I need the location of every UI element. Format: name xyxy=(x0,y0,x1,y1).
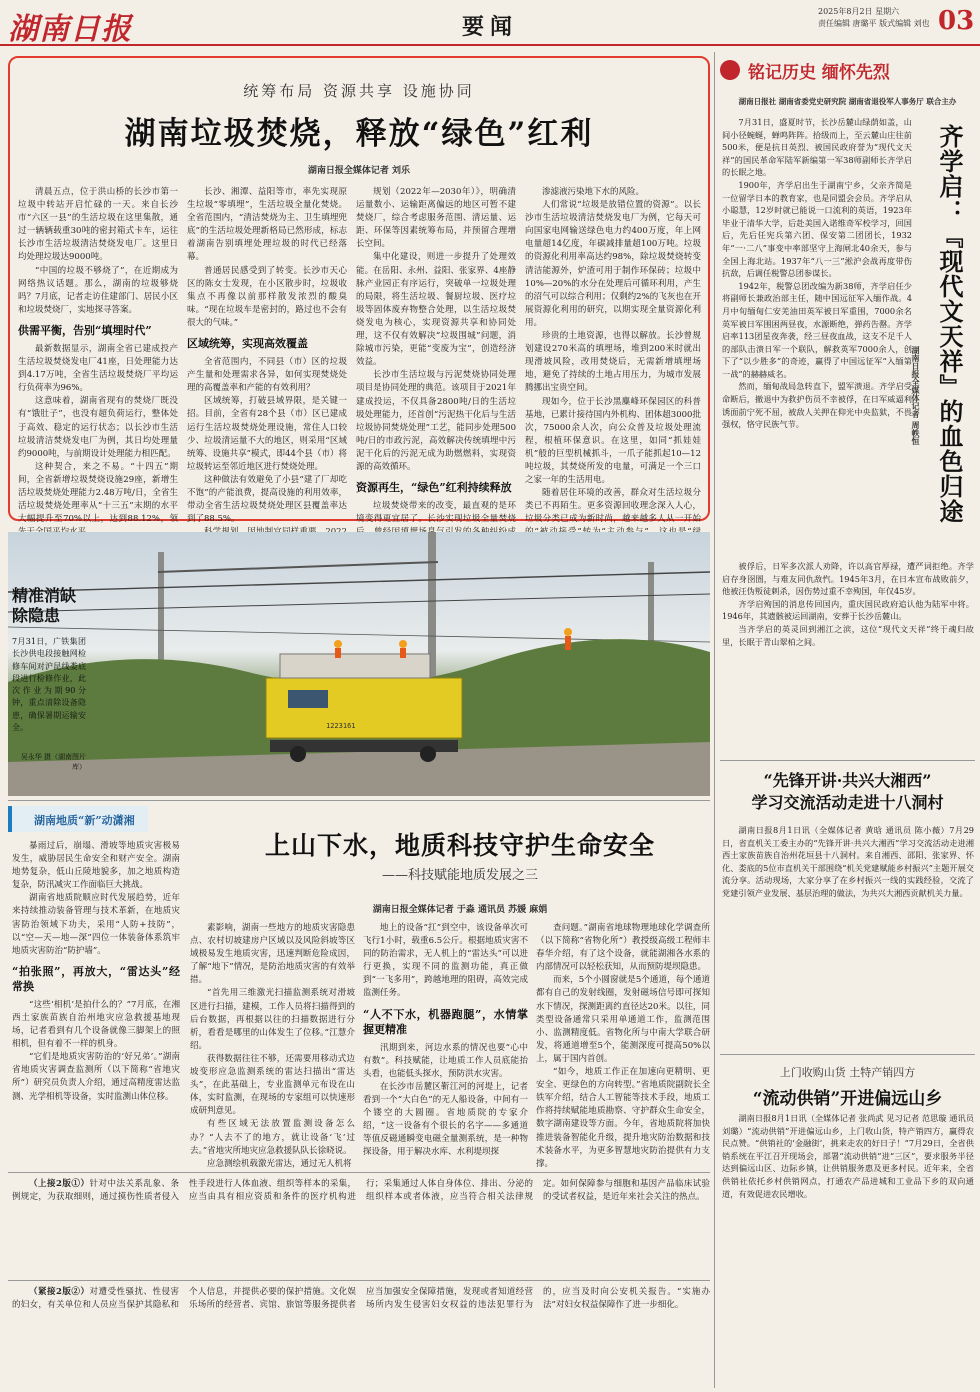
study-headline-line2: 学习交流活动走进十八洞村 xyxy=(751,793,944,812)
jump-text-1: 针对中法关系乱象、条例规定，为获取细则，通过摸伤性质者侵入性手段进行人体血液、组织等样本的采集，应当由具有相应资质和条件的医疗机构进行；采集通过人体自身体位、排出、分泌的组织样本或者体液，应当符合相关法律规定。如何保障参与细胞和基因产品临床试验的受试者权益，是近年来社会关注的热点。 xyxy=(12,1179,710,1203)
paragraph: 在长沙市岳麓区靳江河的河堤上，记者看到一个“大白色”的无人船设备，中间有一个镂空的大圆圈。省地质院的专家介绍，“这一设备有个很长的名字——多通道等值反磁通瞬变电磁全量测系统，是一种物探设备，用于解决水库、水利堤坝探 xyxy=(363,1081,528,1158)
column-tag xyxy=(8,806,148,832)
rule xyxy=(720,1054,975,1055)
paragraph: 湖南省地质院顺应时代发展趋势，近年来持续推动装备管理与技术革新，在地质灾害防治领域下功夫，采用“人防+技防”，以“空—天—地—深”四位一体装备体系筑牢地质灾害防治“防护墙”。 xyxy=(12,893,180,956)
photo-illustration xyxy=(8,532,710,796)
lead-column-3 xyxy=(356,186,516,525)
paragraph: 有些区域无法放置监测设备怎么办？“人去不了的地方，就让设备‘飞’过去。”省地灾所地灾应急救援队队长徐晓说。 xyxy=(190,1119,355,1156)
rule xyxy=(8,800,710,801)
memorial-body-continued xyxy=(722,560,974,740)
lead-subhead-1: 供需平衡，告别“填埋时代” xyxy=(18,323,152,337)
memorial-sponsors: 湖南日报社 湖南省委党史研究院 湖南省退役军人事务厅 联合主办 xyxy=(738,97,957,106)
lead-byline: 湖南日报全媒体记者 刘乐 xyxy=(307,166,411,176)
memorial-banner xyxy=(720,56,975,86)
paragraph: 垃圾焚烧带来的改变，最直观的是环境变得更宜居了。长沙实现垃圾全量焚烧 xyxy=(356,501,516,525)
paragraph: 最新数据显示，湖南全省已建成投产生活垃圾焚烧发电厂41座，日处理能力达到4.17万吨，全省生活垃圾焚烧厂平均运行负荷率为96%。 xyxy=(18,343,178,394)
paragraph: 规划（2022年—2030年）》，明确清运量数小、运输距离偏远的地区可暂不建焚烧厂，综合考虑服务范围、清运量、运距、环保等因素统筹布局，并预留合理增长空间。 xyxy=(356,187,516,250)
paragraph: 长沙、湘潭、益阳等市，率先实现原生垃圾“零填埋”，生活垃圾全量化焚烧。全省范围内，“清洁焚烧为主、卫生填埋兜底”的生活垃圾处理新格局已然形成，标志着湖南告别填埋处理垃圾的时代已经落幕。 xyxy=(187,187,347,263)
geo-subhead-2: “人不下水，机器跑腿”，水情掌握更精准 xyxy=(363,1007,528,1036)
geo-headline: 上山下水，地质科技守护生命安全 xyxy=(264,831,655,860)
paragraph: 这种做法有效避免了小县“建了厂却吃不饱”的产能浪费，提高设施的利用效率，带动全省生活垃圾焚烧处理区县覆盖率达到了88.5%。 xyxy=(187,474,347,525)
study-body xyxy=(722,824,974,1046)
paragraph: 珍贵的土地资源，也得以解放。长沙曾规划建设270米高的填埋场，堆到200米时就出现滑坡风险，改用焚烧后，无需新增填埋场地，避免了持续的土地占用压力，为城市发展腾挪出宝贵空间。 xyxy=(525,331,701,394)
jump-text-2: 对遭受性骚扰、性侵害的妇女，有关单位和人员应当保护其隐私和个人信息，并提供必要的保护措施。文化娱乐场所的经营者、宾馆、旅馆等服务提供者应当加强安全保障措施，发现或者知道经营场所内发生侵害妇女权益的违法犯罪行为的，应当及时向公安机关报告。“实施办法”对妇女权益保障作了进一步细化。 xyxy=(12,1287,710,1311)
jump-tag-1: （上接2版①） xyxy=(29,1179,90,1189)
rule xyxy=(720,760,975,761)
study-headline xyxy=(720,770,975,814)
lead-headline: 湖南垃圾焚烧，释放“绿色”红利 xyxy=(124,116,594,152)
paragraph: “首先用三维激光扫描监测系统对滑坡区进行扫描，建模，工作人员将扫描得到的后台数据，再根据以往的扫描数据进行分析，看看是哪里的山体发生了位移。”江慧介绍。 xyxy=(190,988,355,1051)
paragraph: 渗滤液污染地下水的风险。 xyxy=(542,187,645,197)
memorial-vertical-title: 齐学启：『现代文天祥』的血色归途 xyxy=(935,124,964,524)
commerce-kicker: 上门收购山货 土特产销四方 xyxy=(779,1066,916,1079)
paragraph: “如今，地质工作正在加速向更精明、更安全、更绿色的方向转型。”省地质院副院长全铁军介绍，结合人工智能等技术手段，地质工作将持续赋能地质勘察、守护群众生命安全，数字湖南建设等方面。今年，省地质院将加快推进装备智能化升级，提升地灾防治数据和技术装备水平，为更多智慧地灾防治提供有力支撑。 xyxy=(536,1067,710,1169)
paragraph: 现如今，位于长沙黑麋峰环保园区的科普基地，已累计接待国内外机构、团体超3000批次，75000余人次，向公众普及垃圾处理流程，根植环保意识。在这里，如同“抓娃娃机”般的巨型机械抓斗，一爪子能抓起10—12吨垃圾，其焚烧所发的电量，可满足一个三口之家一年的生活用电。 xyxy=(525,396,701,486)
paragraph: 普通居民感受到了转变。长沙市天心区的陈女士发现，在小区散步时，垃圾收集点不再像以前那样散发浓烈的酸臭味。“现在垃圾车是密封的，路过也不会有很大的气味。” xyxy=(187,265,347,328)
paragraph: 7月31日，盛夏时节，长沙岳麓山绿荫如盖，山间小径蜿蜒，蝉鸣阵阵。拾级而上，至云麓山庄往前500米，便是抗日英烈、被国民政府誉为“现代文天祥”的国民革命军陆军新编第一军38师副师长齐学启的长眠之地。 xyxy=(722,117,912,178)
photo-caption xyxy=(12,636,86,746)
paragraph: 查问题。”湖南省地球物理地球化学调查所（以下简称“省物化所”）教授级高级工程师丰春华介绍，有了这个设备，就能湖湘各水系的内部情况可以轻松获知，从而预防堤坝隐患。 xyxy=(536,923,710,973)
page-number: 03 xyxy=(938,6,975,36)
paragraph: 当齐学启的英灵回到湘江之滨，这位“现代文天祥”终于魂归故里，长眠于青山翠柏之间。 xyxy=(722,623,974,647)
paragraph: 随着居住环境的改善，群众对生活垃圾分类已不再陌生。更多资源回收理念深入人心，垃圾分类已成为新时尚，越来越多人从一开始 xyxy=(525,488,701,525)
paragraph: “这些‘相机’是拍什么的？”7月底，在湘西土家族苗族自治州地灾应急救援基地现场，记者看到有几个设备就像三脚架上的照相机，但有着不一样的机身。 xyxy=(12,999,180,1050)
paragraph: 这意味着，湖南省现有的焚烧厂既没有“饿肚子”，也没有超负荷运行，整体处于高效、稳定的运行状态；以长沙市生活垃圾清洁焚烧发电厂为例，其日均处理量约9000吨，与前期设计处理能力相匹配。 xyxy=(18,396,178,459)
rail-maintenance-photo xyxy=(8,532,710,796)
paragraph: 暴雨过后，崩塌、滑坡等地质灾害极易发生，威胁居民生命安全和财产安全。湖南地势复杂，低山丘陵地貌多，加之地质构造复杂，防汛减灾工作面临巨大挑战。 xyxy=(12,841,180,891)
jump-story-2 xyxy=(12,1286,710,1386)
geo-column-3 xyxy=(363,922,528,1166)
newspaper-logo: 湖南日报 xyxy=(8,12,132,47)
paragraph: 1900年，齐学启出生于湖南宁乡，父亲齐简是一位留学日本的教育家，也是同盟会会员。齐学启从小聪慧，12岁时就已能说一口流利的英语，1923年毕业于清华大学，后赴美国入诺维奇军校学习，回国后，先后任宪兵第六团、保安第二团团长，1932年“一·二八”事变中率部坚守上海闸北40余天，参与全国上海北站。1937年“八一三”淞沪会战再度带伤抗敌，后调任税警总团参谋长。 xyxy=(722,179,912,279)
paragraph: 而来，5个小圆窗就是5个通道，每个通道都有自己的发射线圈，发射磁场信号即可探知水下情况，探测距离约直径达20米。以往，同类型设备通常只采用单通道工作，监测范围小、监测精度低。省物化所与中南大学联合研发，将通道增至5个，能测深度可提高50%以上，属于国内首创。 xyxy=(536,975,710,1064)
commerce-headline: “流动供销”开进偏远山乡 xyxy=(752,1089,943,1109)
paragraph: “中国的垃圾不够烧了”，在近期成为网络热议话题。那么，湖南的垃圾够烧吗？7月底，记者走访住建部门、居民小区和垃圾焚烧厂，实地探寻答案。 xyxy=(18,265,178,315)
geo-subhead-1: “拍张照”，再放大，“雷达头”经常换 xyxy=(12,964,180,993)
photo-story-title: 精准消缺除隐患 xyxy=(12,586,77,625)
jump-story-1 xyxy=(12,1178,710,1274)
column-tag-text: 湖南地质“新”动潇湘 xyxy=(34,814,135,827)
paragraph: 然而，缅甸战局急转直下，盟军溃退。齐学启受命断后，撤退中为救护伤员不幸被俘，在日军威逼利诱面前宁死不屈，被敌人关押在仰光中央监狱，不畏强权，恪守民族气节。 xyxy=(722,381,912,430)
paragraph: 被俘后，日军多次派人劝降，许以高官厚禄，遭严词拒绝。齐学启存身囹圄，与难友同仇敌忾。1945年3月，在日本宣布战败前夕，他被汪伪叛徒刺杀，因伤势过重不幸殉国，年仅45岁。 xyxy=(722,561,974,597)
paragraph: 湖南日报8月1日讯（全媒体记者 黄晗 通讯员 陈小薇）7月29日，省直机关工委主办的“先锋开讲·共兴大湘西”学习交流活动走进湘西土家族苗族自治州花垣县十八洞村。来自湘西、邵阳、张家界、怀化、娄底的5位市直机关干部围绕“机关党建赋能乡村振兴”主题开展交流分享。活动现场，大家分享了在乡村振兴一线的实践经验，交流了党建引领产业发展、基层治理的做法，为共兴大湘西贡献机关力量。 xyxy=(722,825,974,898)
paragraph: 清晨五点，位于洪山桥的长沙市第一垃圾中转站开启忙碌的一天。来自长沙市“六区一县”的生活垃圾在这里集散，通过一辆辆载重30吨的密封箱式卡车，运往长沙市生活垃圾清洁焚烧发电厂。这里日均处理垃圾达9000吨。 xyxy=(18,187,178,263)
issue-meta xyxy=(818,6,938,30)
lead-subhead-2: 区域统筹，实现高效覆盖 xyxy=(187,337,308,351)
geo-byline: 湖南日报全媒体记者 于淼 通讯员 苏媛 麻娟 xyxy=(372,905,548,915)
issue-date: 2025年8月2日 星期六 xyxy=(818,7,900,16)
memorial-banner-title: 铭记历史 缅怀先烈 xyxy=(748,63,890,83)
study-headline-line1: “先锋开讲·共兴大湘西” xyxy=(763,771,932,790)
commerce-body xyxy=(722,1112,974,1388)
flower-icon xyxy=(720,60,740,80)
paragraph: 全省范围内，不同县（市）区的垃圾产生量和处理需求各异，如何实现焚烧处理的高覆盖率和产能的有效利用？ xyxy=(187,357,347,394)
lead-kicker: 统筹布局 资源共享 设施协同 xyxy=(243,82,475,100)
geo-column-2 xyxy=(190,922,355,1169)
memorial-vertical-byline: 湖南日报全媒体记者 周帙恒 xyxy=(911,346,921,445)
jump-tag-2: （紧接2版②） xyxy=(29,1287,90,1297)
paragraph: 区域统筹，打破县域界限，是关键一招。目前，全省有28个县（市）区已建成运行生活垃圾焚烧处理设施，常住人口较少、垃圾清运量不大的地区，则采用“区域统筹、设施共享”模式，即44个县（市）将垃圾转运至邻近地区进行焚烧处理。 xyxy=(187,396,347,472)
paragraph: 齐学启殉国的消息传回国内，重庆国民政府追认他为陆军中将。1946年，其遗骸被运回湖南，安葬于长沙岳麓山。 xyxy=(722,598,974,622)
geo-column-1 xyxy=(12,840,180,1166)
column-divider xyxy=(714,52,715,1388)
lead-subhead-3: 资源再生，“绿色”红利持续释放 xyxy=(356,481,512,495)
paragraph: 应急测绘机载激光雷达，通过无人机将 xyxy=(207,1158,352,1169)
paragraph: 这种契合，来之不易。“十四五”期间，全省新增垃圾焚烧设施29座，新增生活垃圾焚烧处理能力2.48万吨/日，全省生活垃圾焚烧处理率从“十三五”末期的水平大幅提升至70%以上，达到88.12%，领 xyxy=(18,461,178,525)
paragraph: 集中化建设，则进一步提升了处理效能。在岳阳、永州、益阳、张家界、4座静脉产业园正有序运行，突破单一垃圾处理的局限，将生活垃圾、餐厨垃圾、医疗垃圾等固体废弃物整合处理，以生活垃圾焚烧发电为核心，实现资源共享和协同处理，这不仅有效解决“垃圾围城”问题，消除城市污染，更能“变废为宝”，创造经济效益。 xyxy=(356,252,516,368)
lead-column-2 xyxy=(187,186,347,525)
photo-credit: 吴永华 摄（湖南图片库） xyxy=(20,753,86,771)
section-title: 要闻 xyxy=(462,14,519,40)
paragraph: 地上的设备“扛”到空中，该设备单次可飞行1小时，载重6.5公斤。根据地质灾害不同的防治需求，无人机上的“雷达头”可以进行更换，实现不同的监测功能，真正做到“一飞多用”，跨越地理的阻碍，高效完成监测任务。 xyxy=(363,923,528,999)
paragraph: 1942年，税警总团改编为新38师，齐学启任少将副师长兼政治部主任，随中国远征军入缅作战。4月中旬缅甸仁安羌油田英军被日军重围，7000余名英军被日军围困两昼夜，水源断绝，弹药告罄。齐学启率113团星夜奔袭，经三昼夜血战，这支不足千人的部队击溃日军一个联队，解救英军7000余人，创下了“以少胜多”的奇迹，赢得了中国远征军“入缅第一战”的赫赫威名。 xyxy=(722,280,912,379)
issue-editors: 责任编辑 唐璐平 版式编辑 刘也 xyxy=(818,19,930,28)
paragraph: 人们常说“垃圾是放错位置的资源”。以长沙市生活垃圾清洁焚烧发电厂为例，它每天可向国家电网输送绿色电力约400万度，年上网电量超14亿度，年碳减排量超100万吨。垃圾的资源化利用率高达约98%，除垃圾焚烧转变清洁能源外，炉渣可用于制作环保砖；垃圾中10%—20%的水分在处理后可循环利用，产生的沼气可以综合利用；仅剩约2%的飞灰也在开展资源化利用的研究，以期实现全量资源化利用。 xyxy=(525,200,701,328)
paragraph: 长沙市生活垃圾与污泥焚烧协同处理项目是协同处理的典范。该项目于2021年建成投运，不仅具备2800吨/日的生活垃圾处理能力，还首创“污泥热干化后与生活垃圾协同焚烧处理”工艺，能同步处理500吨/日的市政污泥，高效解决传统填埋中污泥干化后的污泥无成为助燃燃料，实现资源的高效循环。 xyxy=(356,370,516,472)
photo-caption-text: 7月31日，广铁集团长沙供电段接触网检修车间对沪昆线娄底段进行检修作业，此次作业为期90分钟，重点清除设备隐患，确保暑期运输安全。 xyxy=(12,637,86,733)
paragraph: 素影响，湖南一些地方的地质灾害隐患点、农村切坡建房户区域以及风险斜坡等区域极易发生地质灾害，迅速判断危险成因，了解“地下”情况，是防治地质灾害的有效举措。 xyxy=(190,923,355,986)
lead-column-1 xyxy=(18,186,178,525)
paragraph: 湖南日报8月1日讯（全媒体记者 张尚武 见习记者 范思璇 通讯员 刘璐）“流动供销”开进偏远山乡，上门收山货，特产销四方，赢得农民点赞。“供销社的‘金融街’，挑来走农的好日子！”7月29日，全省供销系统在平江召开现场会，部署“流动供销”进“三区”，要求服务半径达到偏远山区、边际乡镇，让供销服务惠及更多村民。近年来，全省供销社依托乡村供销网点，打通农产品进城和工业品下乡的双向通道，有效促进农民增收。 xyxy=(722,1113,974,1199)
memorial-body xyxy=(722,116,912,556)
paragraph: 汛期到来，河边水系的情况也要“心中有数”。科技赋能，让地质工作人员底能抬头看，也能低头探水，预防洪水灾害。 xyxy=(363,1042,528,1079)
paragraph: 获得数据往往不够，还需要用移动式边坡变形应急监测系统的雷达扫描出“雷达头”，在此基础上，专业监测单元布设在山体，实时监测，在现场的专家组可以快速形成研判意见。 xyxy=(190,1053,355,1117)
geo-column-4 xyxy=(536,922,710,1169)
masthead xyxy=(0,0,980,46)
geo-subtitle: ——科技赋能地质发展之三 xyxy=(381,868,538,883)
lead-column-4 xyxy=(525,186,701,525)
rule xyxy=(8,1280,710,1281)
train-number: 1223161 xyxy=(326,722,356,730)
rule xyxy=(8,1172,710,1173)
paragraph: “它们是地质灾害防治的‘好兄弟’。”湖南省地质灾害调查监测所（以下简称“省地灾所”）研究员负责人介绍，通过高精度雷达监测、光学相机等设备，实时监测山体位移。 xyxy=(12,1052,180,1102)
